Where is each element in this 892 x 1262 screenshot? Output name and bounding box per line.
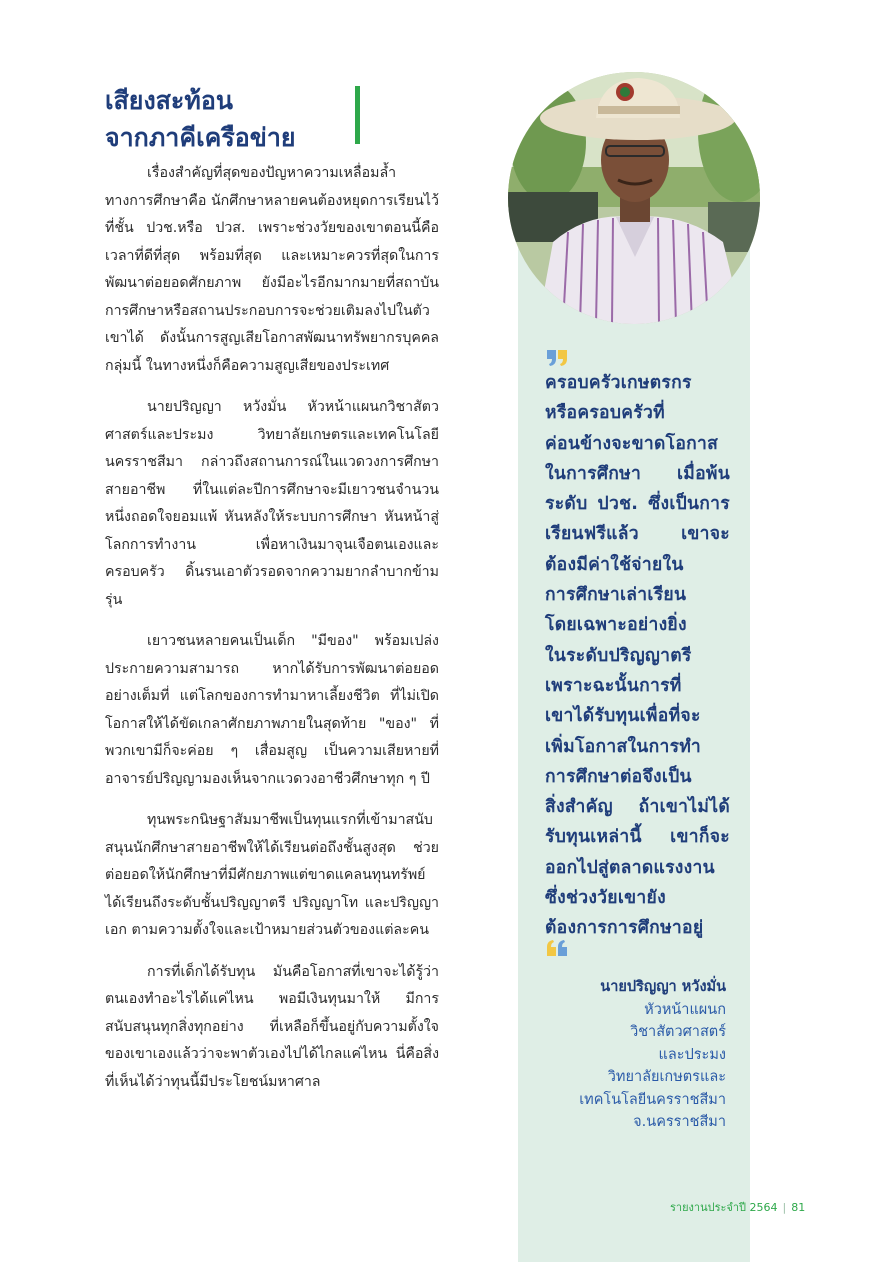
heading-line-2: จากภาคีเครือข่าย [105,123,296,152]
quote-attribution [545,976,726,1134]
quote-line: โดยเฉพาะอย่างยิ่ง [545,615,687,636]
speaker-role-line: และประมง [658,1046,726,1063]
open-quote-icon [545,348,569,366]
page-footer [670,1198,805,1216]
speaker-role-line: วิทยาลัยเกษตรและ [607,1069,726,1085]
article-body [105,160,439,1110]
speaker-role-line: หัวหน้าแผนก [644,1001,726,1018]
report-title: รายงานประจำปี 2564 [670,1201,778,1214]
close-quote-icon [545,940,569,958]
body-paragraph: ทุนพระกนิษฐาสัมมาชีพเป็นทุนแรกที่เข้ามาสนับสนุนนักศึกษาสายอาชีพให้ได้เรียนต่อถึงชั้นสูงสุด ช่วยต่อยอดให้นักศึกษาที่มีศักยภาพแต่ขาดแคลนทุนทรัพย์ ได้เรียนถึงระดับชั้นปริญญาตรี ปริญญาโท และปริญญาเอก ตามความตั้งใจและเป้าหมายส่วนตัวของแต่ละคน [105,812,439,938]
page-number: 81 [791,1201,806,1214]
quote-line: ซึ่งช่วงวัยเขายัง [545,888,666,909]
body-paragraph: การที่เด็กได้รับทุน มันคือโอกาสที่เขาจะได้รู้ว่าตนเองทำอะไรได้แค่ไหน พอมีเงินทุนมาให้ มีการสนับสนุนทุกสิ่งทุกอย่าง ที่เหลือก็ขึ้นอยู่กับความตั้งใจของเขาเองแล้วว่าจะพาตัวเองไปได้ไกลแค่ไหน นี่คือสิ่งที่เห็นได้ว่าทุนนี้มีประโยชน์มหาศาล [105,963,439,1090]
speaker-role-line: เทคโนโลยีนครราชสีมา [579,1091,726,1108]
quote-line: เขาได้รับทุนเพื่อที่จะ [545,706,701,727]
quote-line: หรือครอบครัวที่ [545,403,665,424]
quote-line: ในการศึกษา เมื่อพ้น [545,463,730,484]
section-heading [105,82,345,156]
quote-line: เพราะฉะนั้นการที่ [545,675,682,696]
quote-line: ต้องการการศึกษาอยู่ [545,918,704,939]
quote-line: เพิ่มโอกาสในการทำ [545,736,701,757]
heading-line-1: เสียงสะท้อน [105,86,233,115]
body-paragraph: เยาวชนหลายคนเป็นเด็ก "มีของ" พร้อมเปล่งประกายความสามารถ หากได้รับการพัฒนาต่อยอดอย่างเต็มที่ แต่โลกของการทำมาหาเลี้ยงชีวิต ที่ไม่เปิดโอกาสให้ได้ขัดเกลาศักยภาพภายในสุดท้าย "ของ" ที่พวกเขามีก็จะค่อย ๆ เสื่อมสูญ เป็นความเสียหายที่อาจารย์ปริญญามองเห็นจากแวดวงอาชีวศึกษาทุก ๆ ปี [105,633,439,787]
quote-line: ต้องมีค่าใช้จ่ายใน [545,554,684,575]
pull-quote [545,368,730,944]
body-paragraph: นายปริญญา หวังมั่น หัวหน้าแผนกวิชาสัตวศาสตร์และประมง วิทยาลัยเกษตรและเทคโนโลยีนครราชสีมา กล่าวถึงสถานการณ์ในแวดวงการศึกษาสายอาชีพ ที่ในแต่ละปีการศึกษาจะมีเยาวชนจำนวนหนึ่งถอดใจยอมแพ้ หันหลังให้ระบบการศึกษา หันหน้าสู่โลกการทำงาน เพื่อหาเงินมาจุนเจือตนเองและครอบครัว ดิ้นรนเอาตัวรอดจากความยากลำบากข้ามรุ่น [105,399,439,608]
quote-line: ออกไปสู่ตลาดแรงงาน [545,857,715,878]
quote-line: ค่อนข้างจะขาดโอกาส [545,433,719,454]
portrait-photo [508,72,760,324]
quote-line: เรียนฟรีแล้ว เขาจะ [545,524,730,545]
speaker-role-line: จ.นครราชสีมา [633,1114,726,1130]
quote-line: การศึกษาเล่าเรียน [545,585,687,606]
quote-line: รับทุนเหล่านี้ เขาก็จะ [545,827,730,848]
quote-line: ระดับ ปวช. ซึ่งเป็นการ [545,494,730,515]
quote-line: การศึกษาต่อจึงเป็น [545,766,692,787]
heading-accent-bar [355,86,360,144]
portrait-illustration [508,72,760,324]
body-paragraph: เรื่องสำคัญที่สุดของปัญหาความเหลื่อมล้ำทางการศึกษาคือ นักศึกษาหลายคนต้องหยุดการเรียนไว้ที่ชั้น ปวช.หรือ ปวส. เพราะช่วงวัยของเขาตอนนี้คือเวลาที่ดีที่สุด พร้อมที่สุด และเหมาะควรที่สุดในการพัฒนาต่อยอดศักยภาพ ยังมีอะไรอีกมากมายที่สถาบันการศึกษาหรือสถานประกอบการจะช่วยเติมลงไปในตัวเขาได้ ดังนั้นการสูญเสียโอกาสพัฒนาทรัพยากรบุคคลกลุ่มนี้ ในทางหนึ่งก็คือความสูญเสียของประเทศ [105,165,439,374]
speaker-role-line: วิชาสัตวศาสตร์ [630,1024,726,1040]
quote-line: สิ่งสำคัญ ถ้าเขาไม่ได้ [545,797,730,818]
footer-separator: | [782,1201,787,1214]
quote-line: ในระดับปริญญาตรี [545,645,692,666]
speaker-name: นายปริญญา หวังมั่น [600,979,726,995]
quote-line: ครอบครัวเกษตรกร [545,373,692,393]
